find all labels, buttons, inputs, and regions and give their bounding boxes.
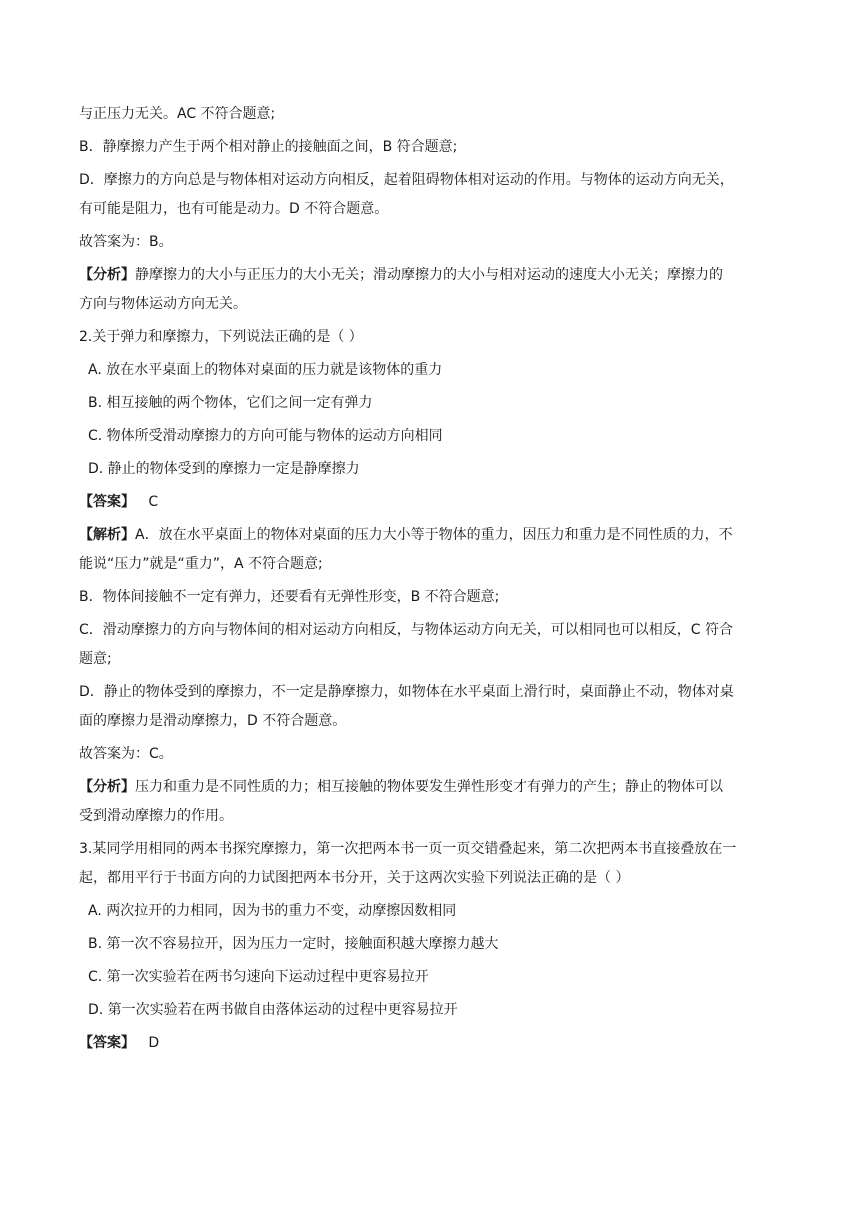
text-line: B．静摩擦力产生于两个相对静止的接触面之间，B 符合题意; (79, 139, 458, 155)
analysis-text: 静摩擦力的大小与正压力的大小无关；滑动摩擦力的大小与相对运动的速度大小无关；摩擦力的 (135, 267, 723, 283)
text-line: 方向与物体运动方向无关。 (79, 296, 247, 312)
question-2-option-c: C. 物体所受滑动摩擦力的方向可能与物体的运动方向相同 (88, 428, 443, 444)
text-line: 受到滑动摩擦力的作用。 (79, 808, 233, 824)
analysis-tag: 【分析】 (79, 267, 135, 283)
text-line: 面的摩擦力是滑动摩擦力，D 不符合题意。 (79, 713, 347, 729)
analysis-line (79, 777, 800, 797)
answer-value: C (148, 494, 159, 510)
question-3-stem: 3.某同学用相同的两本书探究摩擦力，第一次把两本书一页一页交错叠起来，第二次把两本书直接叠放在一 (79, 841, 737, 857)
analysis-tag: 【分析】 (79, 779, 135, 795)
text-line: D．静止的物体受到的摩擦力，不一定是静摩擦力，如物体在水平桌面上滑行时，桌面静止不动，物体对桌 (79, 684, 734, 700)
text-line: C．滑动摩擦力的方向与物体间的相对运动方向相反，与物体运动方向无关，可以相同也可以相反，C 符合 (79, 622, 733, 638)
answer-tag: 【答案】 (79, 494, 135, 510)
question-2-option-d: D. 静止的物体受到的摩擦力一定是静摩擦力 (88, 461, 360, 477)
question-3-answer (79, 1033, 800, 1053)
explanation-tag: 【解析】 (79, 527, 135, 543)
question-3-option-d: D. 第一次实验若在两书做自由落体运动的过程中更容易拉开 (88, 1002, 458, 1018)
text-line: 能说“压力”就是“重力”，A 不符合题意; (79, 556, 323, 572)
question-2-stem: 2.关于弹力和摩擦力，下列说法正确的是（ ） (79, 329, 363, 345)
text-line: 题意; (79, 651, 112, 667)
text-line: 有可能是阻力，也有可能是动力。D 不符合题意。 (79, 201, 389, 217)
question-3-option-b: B. 第一次不容易拉开，因为压力一定时，接触面积越大摩擦力越大 (88, 936, 499, 952)
answer-line: 故答案为：C。 (79, 746, 173, 762)
text-line: 与正压力无关。AC 不符合题意; (79, 106, 276, 122)
answer-tag: 【答案】 (79, 1035, 135, 1051)
question-3-stem-cont: 起，都用平行于书面方向的力试图把两本书分开，关于这两次实验下列说法正确的是（ ） (79, 870, 630, 886)
analysis-line (79, 265, 800, 285)
analysis-text: 压力和重力是不同性质的力；相互接触的物体要发生弹性形变才有弹力的产生；静止的物体可以 (135, 779, 723, 795)
question-2-answer (79, 492, 800, 512)
question-3-option-a: A. 两次拉开的力相同，因为书的重力不变，动摩擦因数相同 (88, 903, 457, 919)
answer-value: D (148, 1035, 160, 1051)
question-2-option-a: A. 放在水平桌面上的物体对桌面的压力就是该物体的重力 (88, 362, 443, 378)
answer-line: 故答案为：B。 (79, 234, 173, 250)
explanation-text: A．放在水平桌面上的物体对桌面的压力大小等于物体的重力，因压力和重力是不同性质的力，不 (135, 527, 733, 543)
question-2-option-b: B. 相互接触的两个物体，它们之间一定有弹力 (88, 395, 373, 411)
question-3-option-c: C. 第一次实验若在两书匀速向下运动过程中更容易拉开 (88, 969, 429, 985)
text-line: D．摩擦力的方向总是与物体相对运动方向相反，起着阻碍物体相对运动的作用。与物体的运动方向无关， (79, 172, 734, 188)
text-line: B．物体间接触不一定有弹力，还要看有无弹性形变，B 不符合题意; (79, 589, 500, 605)
explanation-line (79, 525, 800, 545)
